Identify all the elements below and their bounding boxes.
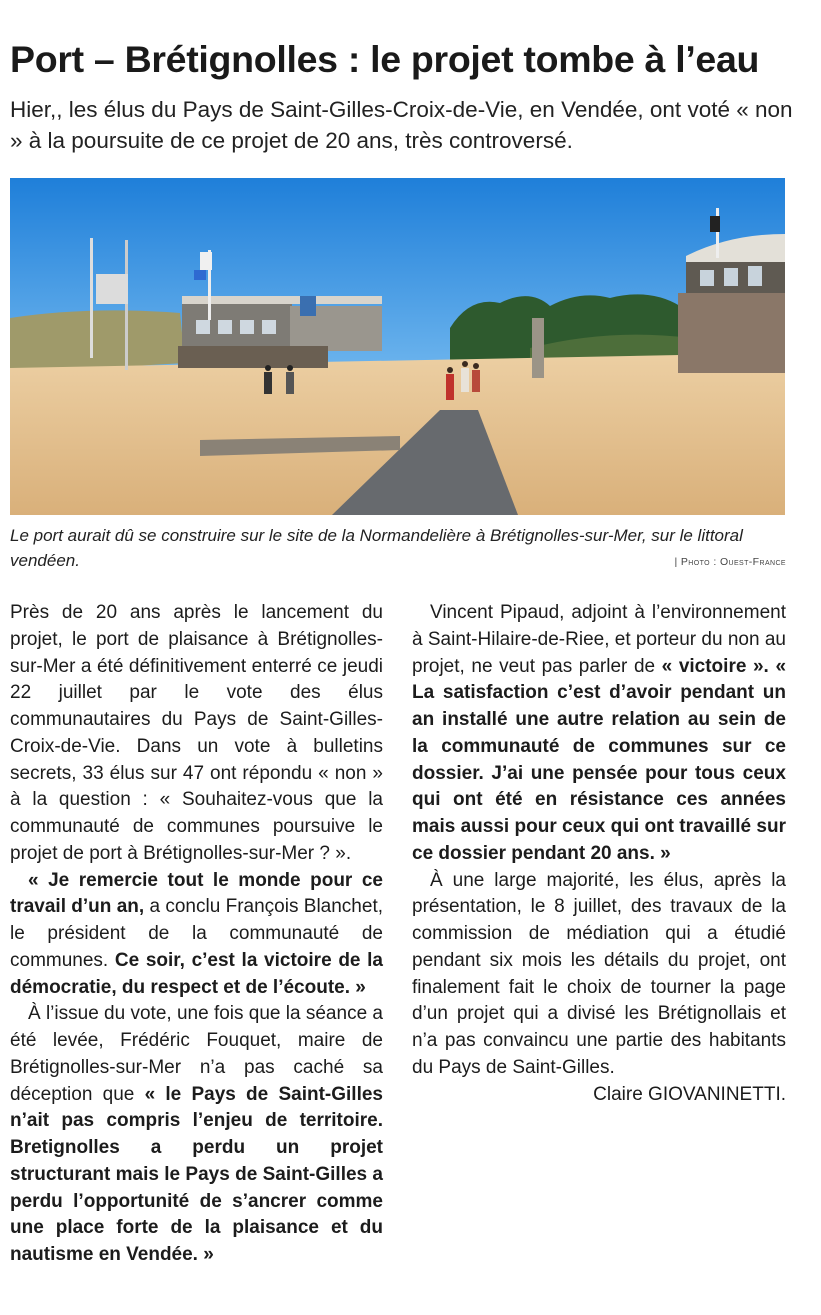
quote: « le Pays de Saint-Gilles n’ait pas compris l’enjeu de territoire. Bretignolles a perdu un projet structurant mais le Pays de Saint-Gilles a perdu l’opportunité de s’ancrer comme une place forte de la plaisance et du nautisme en Vendée. »	[10, 1083, 383, 1265]
photo-caption: Le port aurait dû se construire sur le site de la Normandelière à Brétignolles-sur-Mer, sur le littoral vendéen.	[10, 526, 743, 570]
headline: Port – Brétignolles : le projet tombe à l’eau	[10, 38, 760, 80]
article-column-2-content	[412, 600, 786, 1108]
article-paragraph	[412, 600, 786, 868]
text: Vincent Pipaud, adjoint à l’environnement à Saint-Hilaire-de-Riee, et porteur du non au projet, ne veut pas parler de	[412, 602, 786, 677]
article-paragraph: À une large majorité, les élus, après la présentation, le 8 juillet, des travaux de la commission de médiation qui a étudié pendant six mois les détails du projet, ont finalement fait le choix de tourner la page d’un projet qui a divisé les Brétignollais et n’a pas convaincu une partie des habitants du Pays de Saint-Gilles.	[412, 869, 786, 1078]
quote: « Je remercie tout le monde pour ce travail d’un an,	[10, 869, 383, 918]
article-paragraph	[10, 868, 383, 1002]
author-signature: Claire GIOVANINETTI.	[593, 1083, 786, 1105]
word: « victoire ».	[661, 655, 769, 677]
standfirst: Hier,, les élus du Pays de Saint-Gilles-Croix-de-Vie, en Vendée, ont voté « non » à la poursuite de ce projet de 20 ans, très controversé.	[10, 97, 793, 153]
article-column-1	[10, 600, 383, 1270]
article-paragraph	[10, 1001, 383, 1269]
quote: Ce soir, c’est la victoire de la démocratie, du respect et de l’écoute. »	[10, 949, 383, 998]
text: a conclu François Blanchet, le président de la communauté de communes.	[10, 896, 383, 971]
article-paragraph: Près de 20 ans après le lancement du projet, le port de plaisance à Brétignolles-sur-Mer a été définitivement enterré ce jeudi 22 juillet par le vote des élus communautaires du Pays de Saint-Gilles-Croix-de-Vie. Dans un vote à bulletins secrets, 33 élus sur 47 ont répondu « non » à la question : « Souhaitez-vous que la communauté de communes poursuive le projet de port à Brétignolles-sur-Mer ? ».	[10, 602, 383, 864]
photo-credit: | Photo : Ouest-France	[674, 556, 786, 568]
quote: « La satisfaction c’est d’avoir pendant un an installé une autre relation au sein de la communauté de communes sur ce dossier. J’ai une pensée pour tous ceux qui ont été en résistance ces années mais aussi pour ceux qui ont travaillé sur ce dossier pendant 20 ans. »	[412, 655, 787, 864]
text: À l’issue du vote, une fois que la séance a été levée, Frédéric Fouquet, maire de Brétignolles-sur-Mer n’a pas caché sa déception que	[10, 1003, 383, 1105]
dune	[10, 310, 185, 373]
article-photo	[10, 178, 785, 515]
